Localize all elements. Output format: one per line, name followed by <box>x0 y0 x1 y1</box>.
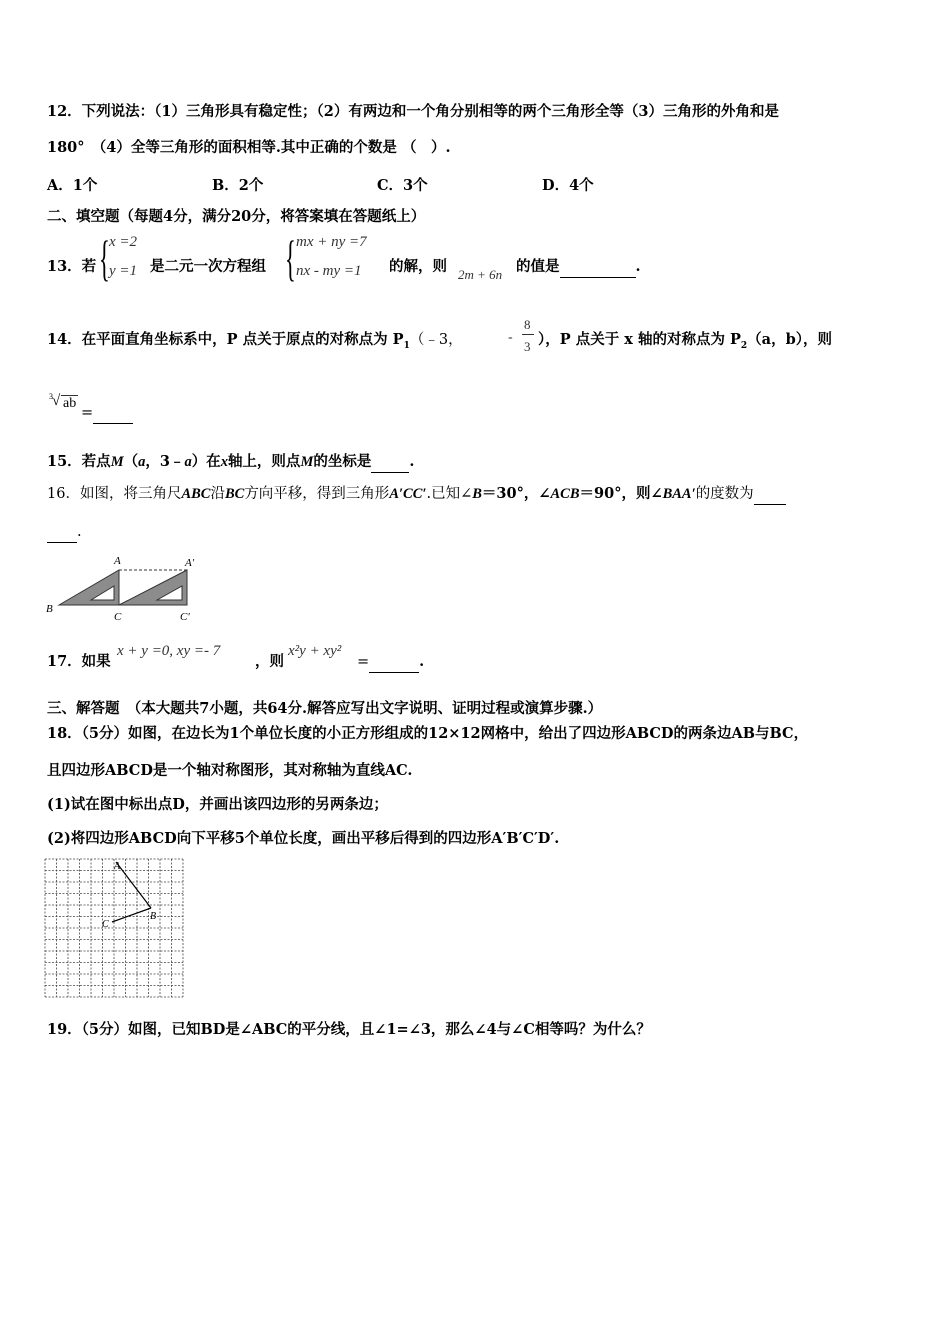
q12-option-b: B．2个 <box>212 177 264 194</box>
q14-eq: = <box>81 403 133 424</box>
q18-segment-bc <box>112 908 151 922</box>
q18-label-b: B <box>150 911 157 922</box>
q16-answer-blank-1 <box>754 484 786 505</box>
q14-sub1: 1 <box>403 340 410 351</box>
q12-line2: 180° （4）全等三角形的面积相等.其中正确的个数是 （ ）. <box>47 139 451 156</box>
q13-tail: 的值是 . <box>516 257 641 278</box>
q16-triangle-figure <box>40 554 210 622</box>
q17-prefix: 17．如果 <box>47 653 111 670</box>
q13-sys2-a: mx + ny =7 <box>296 234 367 250</box>
q14-frac-bar <box>522 334 534 335</box>
q17-condition: x + y =0, xy =- 7 <box>117 643 221 659</box>
q13-sys2-b: nx - my =1 <box>296 263 362 279</box>
q18-line1: 18．（5分）如图，在边长为1个单位长度的小正方形组成的12×12网格中，给出了四边形ABCD的两条边AB与BC， <box>47 725 809 742</box>
q16-label-cp: C′ <box>180 611 190 622</box>
q17-then: ，则 <box>255 653 284 670</box>
q17-eq: = . <box>357 652 424 673</box>
q14-sub2: 2 <box>740 340 748 351</box>
section2-heading: 二、填空题（每题4分，满分20分，将答案填在答题纸上） <box>47 208 426 225</box>
q16-line2: . <box>47 522 82 543</box>
q16-label-a: A <box>114 555 121 567</box>
q13-brace-1: { <box>99 230 110 286</box>
q12-option-d: D．4个 <box>542 177 594 194</box>
q14-line: 14．在平面直角坐标系中，P 点关于原点的对称点为 $P_1(﹣3$， <box>47 331 463 351</box>
q15-line: 15．若点M（a，3﹣a）在x轴上，则点M的坐标是 . <box>47 452 414 473</box>
q13-brace-2: { <box>285 230 296 286</box>
q14-radicand: ab <box>63 396 77 411</box>
q14-line-rest: ），P 点关于 x 轴的对称点为 $P_2(a$，b），则 <box>538 331 832 351</box>
q18-label-a: A <box>114 861 121 872</box>
q13-sys1-b: y =1 <box>109 263 138 279</box>
section3-heading: 三、解答题 （本大题共7小题，共64分.解答应写出文字说明、证明过程或演算步骤.） <box>47 700 603 717</box>
radical-icon: √ <box>52 393 61 409</box>
q18-segment-ab <box>116 862 151 908</box>
q13-mid: 是二元一次方程组 <box>150 258 266 275</box>
q14-root-index: 3 <box>49 392 53 401</box>
q16-label-ap: A′ <box>185 557 195 569</box>
q13-prefix: 13．若 <box>47 258 97 275</box>
q16-answer-blank-2 <box>47 522 77 543</box>
q18-grid-lines <box>45 859 183 997</box>
q13-answer-blank <box>560 257 636 278</box>
q12-option-c: C．3个 <box>377 177 428 194</box>
q15-answer-blank <box>371 452 409 473</box>
q13-after: 的解，则 <box>389 258 447 275</box>
q18-grid-figure <box>44 858 186 1000</box>
q18-line2: 且四边形ABCD是一个轴对称图形，其对称轴为直线AC. <box>47 762 413 779</box>
q14-frac-den: 3 <box>524 339 531 354</box>
q16-label-b: B <box>46 603 53 615</box>
q18-part2: (2)将四边形ABCD向下平移5个单位长度，画出平移后得到的四边形A′B′C′D′. <box>47 830 560 847</box>
q16-line: 16．如图，将三角尺ABC沿BC方向平移，得到三角形A′CC′.已知∠B＝30°，∠ACB＝90°，则∠BAA′的度数为 <box>47 484 786 505</box>
q14-minus: - <box>508 330 513 345</box>
q14-frac-num: 8 <box>524 317 531 332</box>
q17-expression: x²y + xy² <box>288 643 342 659</box>
q12-option-a: A．1个 <box>47 177 98 194</box>
q13-sys1-a: x =2 <box>109 234 138 250</box>
q16-label-c: C <box>114 611 122 622</box>
q18-label-c: C <box>102 919 109 930</box>
q13-expr: 2m + 6n <box>458 267 503 282</box>
q18-part1: (1)试在图中标出点D，并画出该四边形的另两条边； <box>47 796 388 813</box>
q19-line: 19．（5分）如图，已知BD是∠ABC的平分线，且∠1=∠3，那么∠4与∠C相等吗？为什么？ <box>47 1021 651 1038</box>
q12-line1: 12．下列说法：（1）三角形具有稳定性；（2）有两边和一个角分别相等的两个三角形全等（3）三角形的外角和是 <box>47 103 779 120</box>
q17-answer-blank <box>369 652 419 673</box>
q14-answer-blank <box>93 403 133 424</box>
